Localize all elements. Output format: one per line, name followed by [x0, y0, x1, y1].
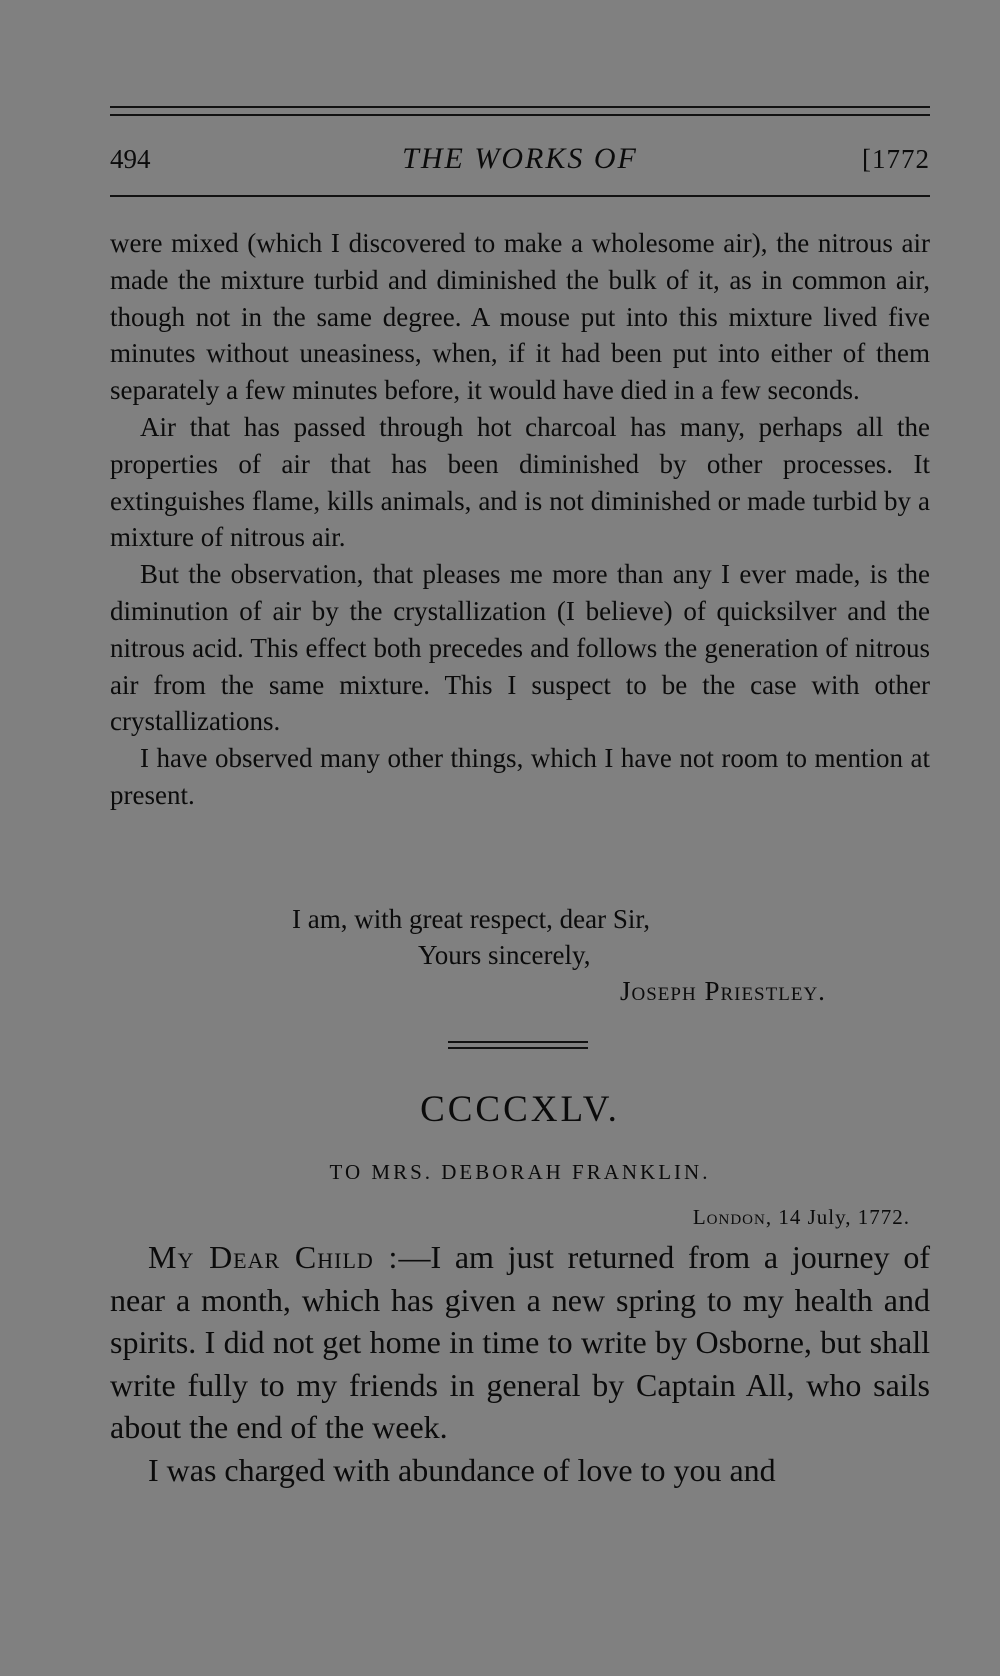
signature: Joseph Priestley.: [620, 976, 826, 1006]
closing-line: Yours sincerely,: [418, 940, 591, 970]
section-separator: [448, 1041, 588, 1049]
header-rule: [110, 195, 930, 197]
dateline-date: 14 July, 1772.: [778, 1205, 910, 1229]
franklin-letter-body: [110, 1236, 930, 1491]
running-year: [1772: [862, 144, 930, 174]
running-title: THE WORKS OF: [402, 142, 638, 175]
paragraph-text: —I am just returned from a journey of near a month, which has given a new spring to my health and spirits. I did not get home in time to write by Osborne, but shall write fully to my friends in general by Captain All, who sails about the end of the week.: [110, 1239, 930, 1445]
letter-recipient: TO MRS. DEBORAH FRANKLIN.: [329, 1160, 711, 1184]
dateline-place: London,: [692, 1205, 773, 1229]
priestley-letter-body: [110, 225, 930, 814]
running-head: [110, 144, 930, 180]
salutation: My Dear Child :: [148, 1239, 399, 1275]
paragraph: I have observed many other things, which I have not room to mention at present.: [110, 743, 930, 810]
paragraph: I was charged with abundance of love to you and: [148, 1451, 776, 1488]
dateline: [693, 1205, 910, 1230]
page-number: 494: [110, 144, 151, 174]
paragraph: But the observation, that pleases me more than any I ever made, is the diminution of air by the crystallization (I believe) of quicksilver and the nitrous acid. This effect both precedes and follows the generation of nitrous air from the same mixture. This I suspect to be the case with other crystallizations.: [110, 559, 930, 737]
letter-number: CCCCXLV.: [420, 1089, 620, 1130]
paragraph: were mixed (which I discovered to make a wholesome air), the nitrous air made the mixture turbid and diminished the bulk of it, as in common air, though not in the same degree. A mouse put into this mixture lived five minutes without uneasiness, when, if it had been put into either of them separately a few minutes before, it would have died in a few seconds.: [110, 228, 930, 406]
paragraph: [110, 1236, 930, 1449]
header-double-rule: [110, 106, 930, 116]
paragraph: Air that has passed through hot charcoal has many, perhaps all the properties of air that has been diminished by other processes. It extinguishes flame, kills animals, and is not diminished or made turbid by a mixture of nitrous air.: [110, 411, 930, 553]
closing-line: I am, with great respect, dear Sir,: [292, 904, 651, 934]
